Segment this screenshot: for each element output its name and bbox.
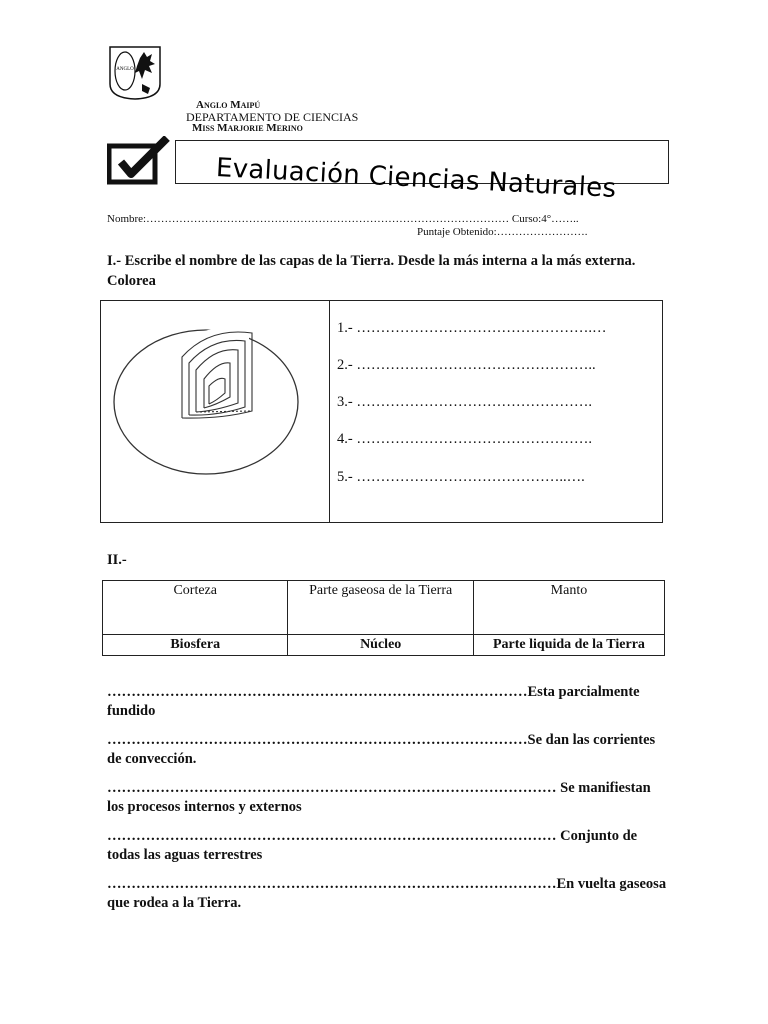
layer-answer-1[interactable]: 1.- ………………………………………….…: [337, 320, 607, 336]
layer-answer-4[interactable]: 4.- ………………………………………….: [337, 431, 592, 447]
fill-sentence-5[interactable]: …………………………………………………………………………………En vuelta gaseosa que rodea a la Tierra.: [107, 876, 667, 911]
fill-sentence-1[interactable]: ……………………………………………………………………………Esta parcialmente fundido: [107, 684, 640, 719]
word-bank-cell: Parte liquida de la Tierra: [473, 635, 664, 656]
school-name: Anglo Maipú: [196, 99, 261, 111]
word-bank-cell: Núcleo: [288, 635, 473, 656]
fill-sentence-2[interactable]: ……………………………………………………………………………Se dan las corrientes de convección.: [107, 732, 656, 767]
word-bank-cell: Manto: [473, 581, 664, 635]
fill-sentence-4[interactable]: ………………………………………………………………………………… Conjunto de todas las aguas terrestres: [107, 828, 638, 863]
name-field-line[interactable]: Nombre:……………………………………………………………………………………… Curso:4°……..: [107, 213, 579, 225]
word-bank-cell: Parte gaseosa de la Tierra: [288, 581, 473, 635]
section1-answer-box: [100, 300, 663, 523]
score-field-line[interactable]: Puntaje Obtenido:…………………….: [417, 226, 588, 238]
layer-answer-5[interactable]: 5.- ……………………………………..….: [337, 469, 585, 485]
layer-answer-3[interactable]: 3.- ………………………………………….: [337, 394, 592, 410]
section2-label: II.-: [107, 552, 127, 568]
teacher-name: Miss Marjorie Merino: [192, 122, 303, 134]
page-title: Evaluación Ciencias Naturales: [215, 153, 618, 204]
word-bank-table: [102, 580, 665, 656]
checkmark-box-icon: [107, 136, 171, 186]
fill-sentence-3[interactable]: ………………………………………………………………………………… Se manifiestan los procesos internos y externos: [107, 780, 651, 815]
table-row: [103, 581, 665, 635]
title-box: [175, 140, 669, 204]
layer-answer-2[interactable]: 2.- …………………………………………..: [337, 357, 596, 373]
svg-text:ANGLO: ANGLO: [116, 67, 134, 72]
box-divider: [329, 301, 330, 522]
word-bank-cell: Corteza: [103, 581, 288, 635]
table-row: [103, 635, 665, 656]
school-logo: [108, 44, 162, 100]
department-name: DEPARTAMENTO DE CIENCIAS: [186, 110, 359, 124]
word-bank-cell: Biosfera: [103, 635, 288, 656]
earth-layers-diagram: [109, 315, 319, 475]
section1-instruction: I.- Escribe el nombre de las capas de la Tierra. Desde la más interna a la más externa. Colorea: [107, 253, 636, 289]
